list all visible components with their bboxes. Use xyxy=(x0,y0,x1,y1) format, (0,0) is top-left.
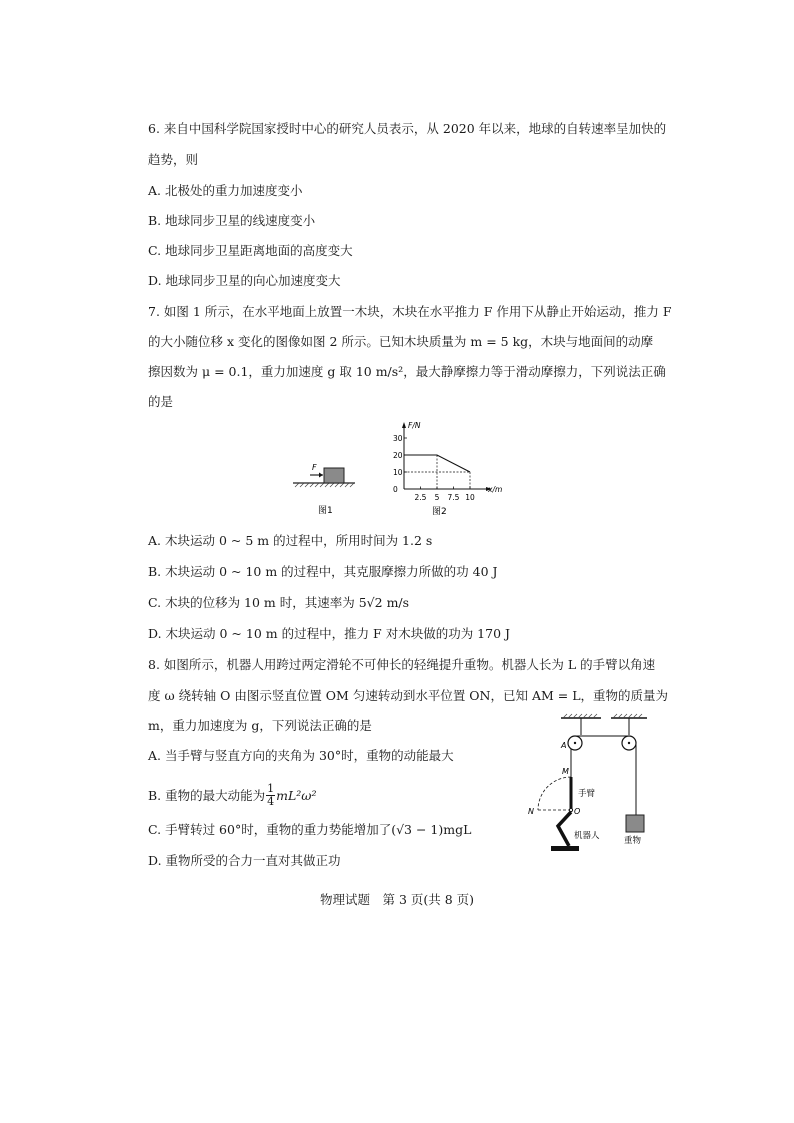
q6-option-b: B. 地球同步卫星的线速度变小 xyxy=(148,213,316,228)
q8-robot-pulley-figure xyxy=(525,708,675,858)
q7-figure2-chart xyxy=(372,418,512,523)
robot-body xyxy=(558,812,571,846)
q8-stem-line1: 8. 如图所示，机器人用跨过两定滑轮不可伸长的轻绳提升重物。机器人长为 L 的手臂以角速 xyxy=(148,657,656,672)
x-tick-label: 10 xyxy=(465,493,475,502)
q6-stem-line1: 6. 来自中国科学院国家授时中心的研究人员表示，从 2020 年以来，地球的自转速率呈加快的 xyxy=(148,121,667,136)
y-tick-label: 0 xyxy=(393,485,398,494)
q6-option-a: A. 北极处的重力加速度变小 xyxy=(148,183,303,198)
y-tick-label: 10 xyxy=(393,468,403,477)
x-tick-label: 7.5 xyxy=(447,493,460,502)
y-tick-label: 20 xyxy=(393,451,403,460)
figure2-caption: 图2 xyxy=(432,507,447,517)
q7-option-a: A. 木块运动 0 ~ 5 m 的过程中，所用时间为 1.2 s xyxy=(148,533,433,548)
figure1-caption: 图1 xyxy=(318,506,333,516)
fraction-numerator: 1 xyxy=(267,782,275,795)
fraction-denominator: 4 xyxy=(267,795,275,808)
q7-stem-line2: 的大小随位移 x 变化的图像如图 2 所示。已知木块质量为 m = 5 kg，木块与地面间的动摩 xyxy=(148,334,654,349)
label-O: O xyxy=(574,807,581,816)
q8-option-b-prefix: B. 重物的最大动能为 xyxy=(148,787,266,803)
q7-stem-line4: 的是 xyxy=(148,394,174,409)
q8-stem-line2: 度 ω 绕转轴 O 由图示竖直位置 OM 匀速转动到水平位置 ON，已知 AM = L，重物的质量为 xyxy=(148,688,669,703)
pulley-right-axle xyxy=(628,742,630,744)
x-tick-label: 5 xyxy=(434,493,440,502)
q7-figure1 xyxy=(290,455,370,517)
q7-option-c: C. 木块的位移为 10 m 时，其速率为 5√2 m/s xyxy=(148,595,410,610)
label-N: N xyxy=(528,807,534,816)
label-A: A xyxy=(561,741,567,750)
y-axis-label: F/N xyxy=(408,421,421,430)
label-M: M xyxy=(562,767,569,776)
pulley-left-axle xyxy=(574,742,576,744)
y-tick-label: 30 xyxy=(393,434,403,443)
y-axis-arrow xyxy=(402,422,406,428)
q8-option-b xyxy=(148,783,317,808)
q6-option-c: C. 地球同步卫星距离地面的高度变大 xyxy=(148,243,353,258)
q8-option-c: C. 手臂转过 60°时，重物的重力势能增加了(√3 − 1)mgL xyxy=(148,822,472,837)
q7-stem-line1: 7. 如图 1 所示，在水平地面上放置一木块，木块在水平推力 F 作用下从静止开始运动，推力 F xyxy=(148,304,672,319)
label-arm: 手臂 xyxy=(578,789,596,799)
label-weight: 重物 xyxy=(624,836,642,846)
page-footer: 物理试题 第 3 页(共 8 页) xyxy=(319,892,475,907)
wooden-block xyxy=(324,468,344,483)
force-arrow-head xyxy=(319,473,323,478)
q6-option-d: D. 地球同步卫星的向心加速度变大 xyxy=(148,273,341,288)
force-label: F xyxy=(312,463,317,472)
q8-stem-line3: m，重力加速度为 g，下列说法正确的是 xyxy=(148,718,372,733)
ground-hatch xyxy=(295,483,354,487)
x-axis-label: x/m xyxy=(488,485,503,494)
q6-stem-line2: 趋势，则 xyxy=(148,152,199,167)
label-robot: 机器人 xyxy=(574,831,600,841)
q7-option-b: B. 木块运动 0 ~ 10 m 的过程中，其克服摩擦力所做的功 40 J xyxy=(148,564,498,579)
x-tick-label: 2.5 xyxy=(414,493,427,502)
q7-stem-line3: 擦因数为 μ = 0.1，重力加速度 g 取 10 m/s²，最大静摩擦力等于滑动摩擦力，下列说法正确 xyxy=(148,364,666,379)
robot-base xyxy=(551,846,579,851)
q8-option-d: D. 重物所受的合力一直对其做正功 xyxy=(148,853,341,868)
q8-option-b-fraction xyxy=(266,783,275,808)
arm-rotation-arc xyxy=(538,777,571,810)
q7-option-d: D. 木块运动 0 ~ 10 m 的过程中，推力 F 对木块做的功为 170 J xyxy=(148,626,511,641)
q8-option-a: A. 当手臂与竖直方向的夹角为 30°时，重物的动能最大 xyxy=(148,748,454,763)
q8-option-b-suffix: mL²ω² xyxy=(276,787,317,803)
weight-block xyxy=(626,815,644,832)
